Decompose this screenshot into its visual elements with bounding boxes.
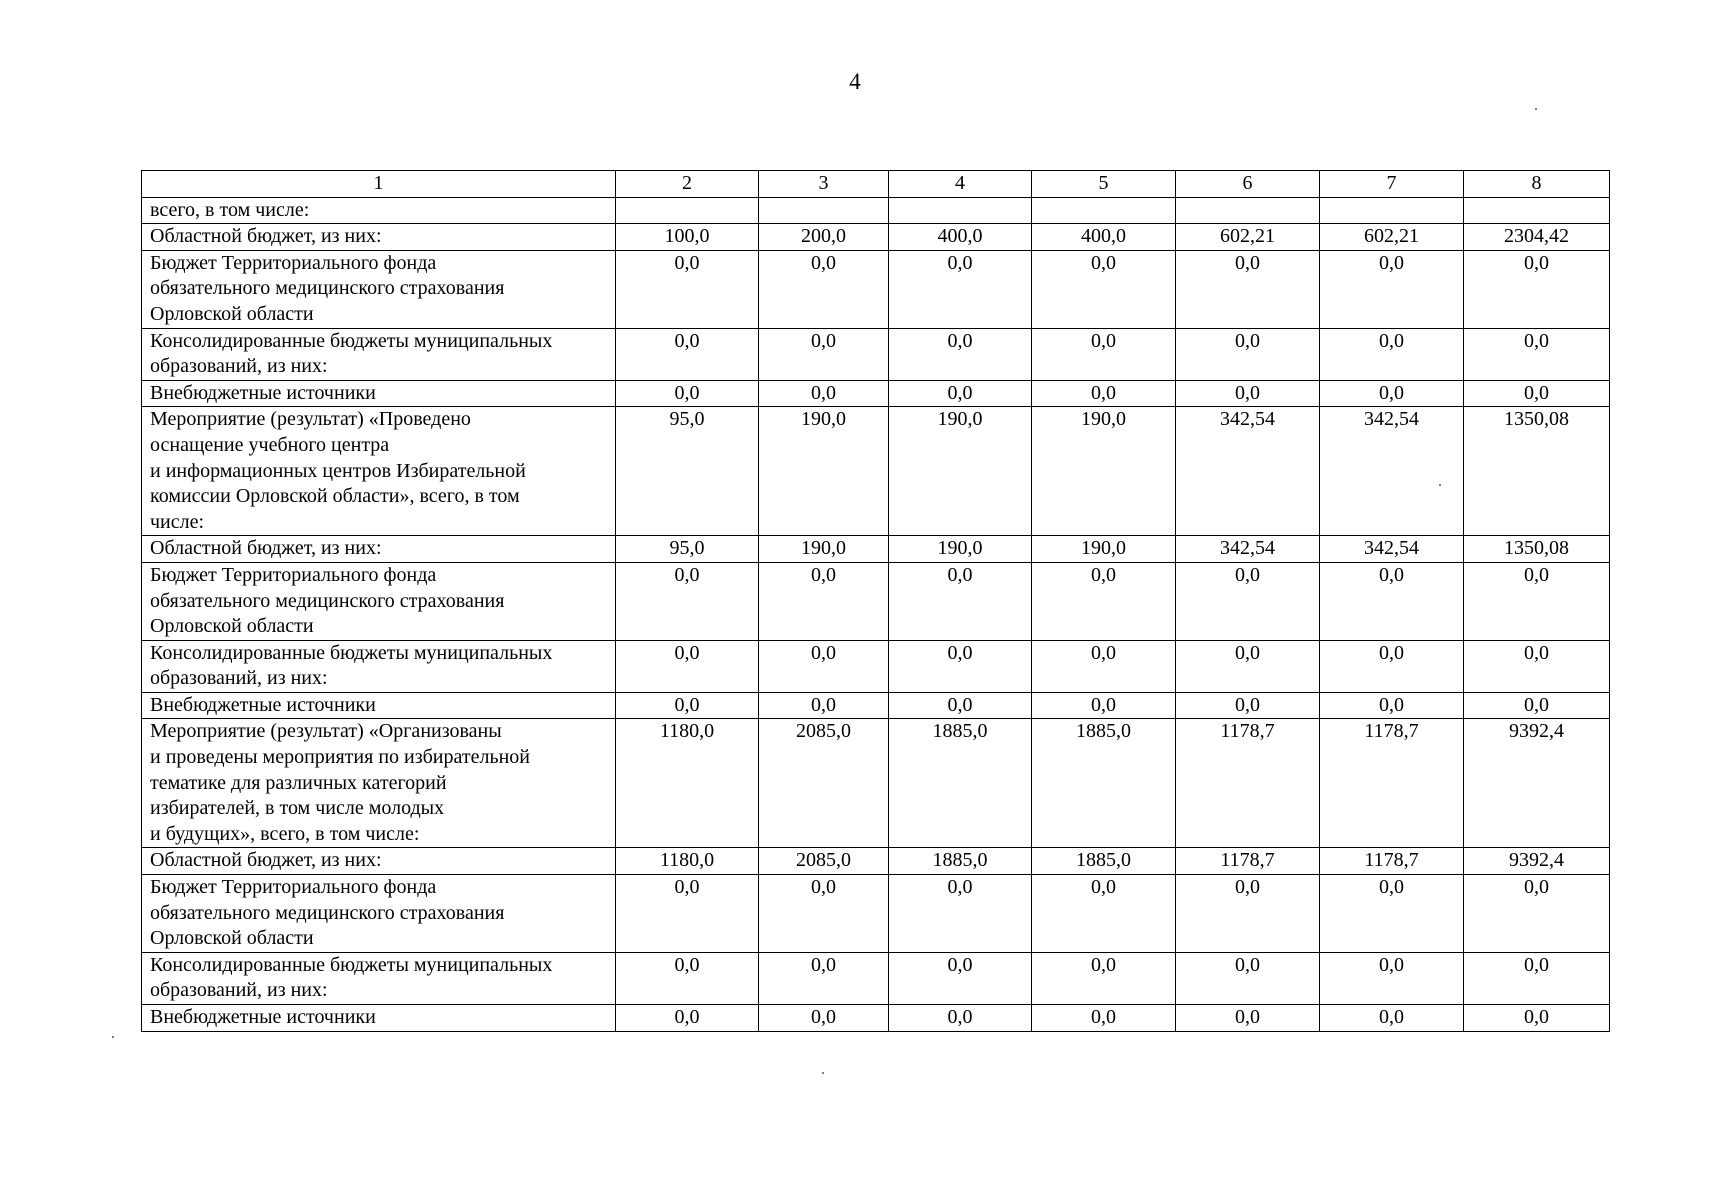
- value-cell-col-7: 342,54: [1320, 536, 1464, 563]
- row-label-line: Внебюджетные источники: [150, 381, 376, 404]
- row-label-line: Внебюджетные источники: [150, 693, 376, 716]
- table-row: [142, 875, 1610, 953]
- value-cell-col-8: [1464, 197, 1610, 224]
- value-cell-col-4: 0,0: [889, 1005, 1032, 1032]
- table-row: [142, 380, 1610, 407]
- value-cell-col-5: 190,0: [1032, 407, 1176, 536]
- row-label-line: числе:: [150, 510, 205, 533]
- column-header-2: 2: [616, 171, 759, 198]
- value-cell-col-4: 0,0: [889, 328, 1032, 380]
- value-cell-col-7: [1320, 197, 1464, 224]
- row-label-line: Консолидированные бюджеты муниципальных: [150, 329, 553, 352]
- value-cell-col-4: [889, 197, 1032, 224]
- row-label-line: Бюджет Территориального фонда: [150, 563, 437, 586]
- value-cell-col-5: 1885,0: [1032, 848, 1176, 875]
- value-cell-col-8: 0,0: [1464, 380, 1610, 407]
- value-cell-col-8: 1350,08: [1464, 407, 1610, 536]
- row-label-line: всего, в том числе:: [150, 198, 310, 221]
- value-cell-col-2: 0,0: [616, 562, 759, 640]
- value-cell-col-8: 0,0: [1464, 562, 1610, 640]
- table-row: [142, 719, 1610, 848]
- row-label: [142, 875, 616, 953]
- value-cell-col-7: 0,0: [1320, 328, 1464, 380]
- value-cell-col-5: [1032, 197, 1176, 224]
- row-label-line: образований, из них:: [150, 979, 328, 1002]
- row-label: [142, 407, 616, 536]
- value-cell-col-3: 0,0: [759, 1005, 889, 1032]
- column-header-5: 5: [1032, 171, 1176, 198]
- value-cell-col-5: 1885,0: [1032, 719, 1176, 848]
- value-cell-col-5: 400,0: [1032, 224, 1176, 251]
- budget-table: [141, 170, 1610, 1032]
- value-cell-col-6: 0,0: [1176, 952, 1320, 1004]
- row-label: [142, 328, 616, 380]
- value-cell-col-7: 0,0: [1320, 1005, 1464, 1032]
- value-cell-col-3: 200,0: [759, 224, 889, 251]
- table-row: [142, 1005, 1610, 1032]
- row-label-line: Мероприятие (результат) «Проведено: [150, 408, 471, 431]
- value-cell-col-8: 0,0: [1464, 640, 1610, 692]
- value-cell-col-3: 0,0: [759, 875, 889, 953]
- value-cell-col-6: [1176, 197, 1320, 224]
- value-cell-col-2: 1180,0: [616, 719, 759, 848]
- value-cell-col-3: 2085,0: [759, 719, 889, 848]
- value-cell-col-3: 2085,0: [759, 848, 889, 875]
- row-label: [142, 250, 616, 328]
- value-cell-col-8: 0,0: [1464, 692, 1610, 719]
- column-header-3: 3: [759, 171, 889, 198]
- scan-speck: [1439, 484, 1441, 486]
- value-cell-col-5: 0,0: [1032, 250, 1176, 328]
- value-cell-col-8: 0,0: [1464, 952, 1610, 1004]
- value-cell-col-5: 0,0: [1032, 562, 1176, 640]
- value-cell-col-2: 0,0: [616, 952, 759, 1004]
- table-row: [142, 640, 1610, 692]
- table-body: [142, 171, 1610, 1032]
- column-header-8: 8: [1464, 171, 1610, 198]
- table-row: [142, 536, 1610, 563]
- value-cell-col-4: 190,0: [889, 407, 1032, 536]
- value-cell-col-7: 602,21: [1320, 224, 1464, 251]
- row-label: [142, 197, 616, 224]
- row-label-line: Консолидированные бюджеты муниципальных: [150, 953, 553, 976]
- value-cell-col-2: 95,0: [616, 536, 759, 563]
- row-label-line: Внебюджетные источники: [150, 1006, 376, 1028]
- value-cell-col-2: 0,0: [616, 692, 759, 719]
- value-cell-col-7: 0,0: [1320, 875, 1464, 953]
- value-cell-col-6: 0,0: [1176, 1005, 1320, 1032]
- row-label: [142, 224, 616, 251]
- row-label-line: Консолидированные бюджеты муниципальных: [150, 641, 553, 664]
- scan-speck: [822, 1072, 824, 1074]
- row-label-line: тематике для различных категорий: [150, 771, 447, 794]
- value-cell-col-4: 0,0: [889, 562, 1032, 640]
- value-cell-col-3: 0,0: [759, 380, 889, 407]
- value-cell-col-4: 0,0: [889, 952, 1032, 1004]
- value-cell-col-4: 190,0: [889, 536, 1032, 563]
- page-number: 4: [849, 69, 861, 94]
- value-cell-col-5: 0,0: [1032, 640, 1176, 692]
- row-label: [142, 380, 616, 407]
- row-label-line: оснащение учебного центра: [150, 433, 390, 456]
- value-cell-col-6: 0,0: [1176, 875, 1320, 953]
- value-cell-col-2: 1180,0: [616, 848, 759, 875]
- value-cell-col-2: 0,0: [616, 380, 759, 407]
- value-cell-col-5: 0,0: [1032, 875, 1176, 953]
- table-row: [142, 197, 1610, 224]
- value-cell-col-3: 190,0: [759, 536, 889, 563]
- scan-speck: [1535, 108, 1537, 110]
- row-label-line: обязательного медицинского страхования: [150, 901, 505, 924]
- value-cell-col-6: 1178,7: [1176, 719, 1320, 848]
- value-cell-col-7: 0,0: [1320, 952, 1464, 1004]
- value-cell-col-8: 0,0: [1464, 250, 1610, 328]
- row-label-line: Мероприятие (результат) «Организованы: [150, 720, 502, 743]
- value-cell-col-6: 0,0: [1176, 380, 1320, 407]
- value-cell-col-7: 1178,7: [1320, 848, 1464, 875]
- value-cell-col-8: 1350,08: [1464, 536, 1610, 563]
- value-cell-col-2: 0,0: [616, 875, 759, 953]
- value-cell-col-7: 0,0: [1320, 640, 1464, 692]
- row-label: [142, 848, 616, 875]
- value-cell-col-5: 0,0: [1032, 1005, 1176, 1032]
- row-label: [142, 1005, 616, 1032]
- row-label-line: избирателей, в том числе молодых: [150, 797, 445, 820]
- value-cell-col-2: 95,0: [616, 407, 759, 536]
- row-label-line: и информационных центров Избирательной: [150, 459, 526, 482]
- value-cell-col-5: 0,0: [1032, 380, 1176, 407]
- value-cell-col-7: 1178,7: [1320, 719, 1464, 848]
- value-cell-col-8: 9392,4: [1464, 719, 1610, 848]
- value-cell-col-8: 0,0: [1464, 328, 1610, 380]
- value-cell-col-4: 0,0: [889, 640, 1032, 692]
- value-cell-col-7: 0,0: [1320, 562, 1464, 640]
- value-cell-col-2: 0,0: [616, 640, 759, 692]
- value-cell-col-8: 9392,4: [1464, 848, 1610, 875]
- table-row: [142, 407, 1610, 536]
- value-cell-col-6: 342,54: [1176, 407, 1320, 536]
- value-cell-col-8: 0,0: [1464, 875, 1610, 953]
- value-cell-col-3: [759, 197, 889, 224]
- value-cell-col-3: 0,0: [759, 328, 889, 380]
- value-cell-col-4: 0,0: [889, 875, 1032, 953]
- row-label-line: образований, из них:: [150, 667, 328, 690]
- value-cell-col-6: 0,0: [1176, 328, 1320, 380]
- value-cell-col-3: 0,0: [759, 952, 889, 1004]
- value-cell-col-5: 0,0: [1032, 692, 1176, 719]
- row-label-line: Бюджет Территориального фонда: [150, 876, 437, 899]
- value-cell-col-6: 0,0: [1176, 562, 1320, 640]
- row-label-line: и проведены мероприятия по избирательной: [150, 746, 530, 769]
- value-cell-col-6: 1178,7: [1176, 848, 1320, 875]
- value-cell-col-4: 0,0: [889, 250, 1032, 328]
- row-label-line: обязательного медицинского страхования: [150, 277, 505, 300]
- table-row: [142, 562, 1610, 640]
- row-label-line: Областной бюджет, из них:: [150, 849, 382, 872]
- value-cell-col-5: 0,0: [1032, 328, 1176, 380]
- column-header-6: 6: [1176, 171, 1320, 198]
- value-cell-col-6: 0,0: [1176, 250, 1320, 328]
- value-cell-col-2: 0,0: [616, 1005, 759, 1032]
- value-cell-col-6: 0,0: [1176, 640, 1320, 692]
- column-header-7: 7: [1320, 171, 1464, 198]
- row-label-line: образований, из них:: [150, 355, 328, 378]
- header-row: [142, 171, 1610, 198]
- value-cell-col-7: 0,0: [1320, 380, 1464, 407]
- column-header-4: 4: [889, 171, 1032, 198]
- column-header-1: 1: [142, 171, 616, 198]
- value-cell-col-4: 0,0: [889, 692, 1032, 719]
- value-cell-col-4: 1885,0: [889, 848, 1032, 875]
- table-row: [142, 328, 1610, 380]
- scan-speck: [112, 1036, 114, 1038]
- row-label-line: комиссии Орловской области», всего, в том: [150, 485, 520, 508]
- value-cell-col-2: [616, 197, 759, 224]
- row-label: [142, 952, 616, 1004]
- value-cell-col-4: 400,0: [889, 224, 1032, 251]
- row-label-line: Областной бюджет, из них:: [150, 537, 382, 560]
- value-cell-col-8: 2304,42: [1464, 224, 1610, 251]
- row-label: [142, 719, 616, 848]
- row-label: [142, 562, 616, 640]
- table-row: [142, 848, 1610, 875]
- value-cell-col-6: 342,54: [1176, 536, 1320, 563]
- value-cell-col-3: 190,0: [759, 407, 889, 536]
- value-cell-col-2: 0,0: [616, 328, 759, 380]
- value-cell-col-2: 0,0: [616, 250, 759, 328]
- value-cell-col-3: 0,0: [759, 562, 889, 640]
- value-cell-col-7: 0,0: [1320, 692, 1464, 719]
- row-label: [142, 640, 616, 692]
- row-label: [142, 692, 616, 719]
- table-row: [142, 692, 1610, 719]
- value-cell-col-4: 1885,0: [889, 719, 1032, 848]
- table-row: [142, 952, 1610, 1004]
- value-cell-col-4: 0,0: [889, 380, 1032, 407]
- value-cell-col-3: 0,0: [759, 640, 889, 692]
- value-cell-col-8: 0,0: [1464, 1005, 1610, 1032]
- row-label: [142, 536, 616, 563]
- table-row: [142, 224, 1610, 251]
- row-label-line: и будущих», всего, в том числе:: [150, 822, 420, 845]
- value-cell-col-5: 0,0: [1032, 952, 1176, 1004]
- value-cell-col-3: 0,0: [759, 692, 889, 719]
- row-label-line: Орловской области: [150, 927, 314, 950]
- value-cell-col-6: 602,21: [1176, 224, 1320, 251]
- value-cell-col-7: 0,0: [1320, 250, 1464, 328]
- value-cell-col-5: 190,0: [1032, 536, 1176, 563]
- value-cell-col-2: 100,0: [616, 224, 759, 251]
- value-cell-col-7: 342,54: [1320, 407, 1464, 536]
- row-label-line: Бюджет Территориального фонда: [150, 251, 437, 274]
- row-label-line: Орловской области: [150, 615, 314, 638]
- row-label-line: обязательного медицинского страхования: [150, 589, 505, 612]
- table-row: [142, 250, 1610, 328]
- row-label-line: Областной бюджет, из них:: [150, 225, 382, 248]
- value-cell-col-6: 0,0: [1176, 692, 1320, 719]
- row-label-line: Орловской области: [150, 302, 314, 325]
- value-cell-col-3: 0,0: [759, 250, 889, 328]
